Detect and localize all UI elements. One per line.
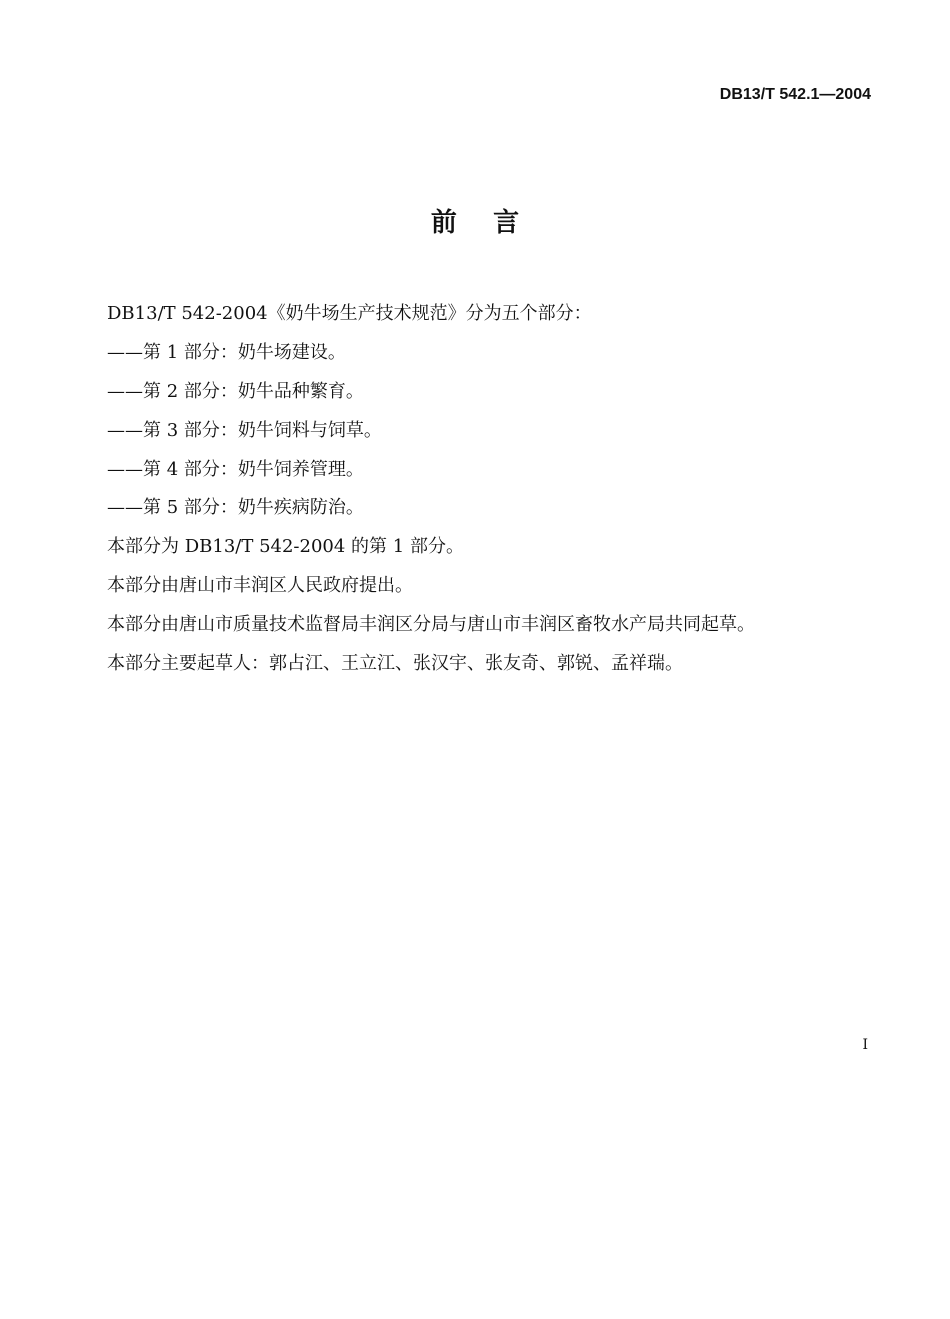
foreword-line-intro: DB13/T 542-2004《奶牛场生产技术规范》分为五个部分： xyxy=(107,303,592,324)
foreword-body xyxy=(107,300,867,689)
foreword-line-this-part: 本部分为 DB13/T 542-2004 的第 1 部分。 xyxy=(107,536,464,558)
foreword-line-part-3: ——第 3 部分：奶牛饲料与饲草。 xyxy=(107,419,382,441)
foreword-line-part-1: ——第 1 部分：奶牛场建设。 xyxy=(107,341,346,363)
foreword-line-part-5: ——第 5 部分：奶牛疾病防治。 xyxy=(107,497,364,519)
foreword-line-part-2: ——第 2 部分：奶牛品种繁育。 xyxy=(107,380,364,402)
foreword-line-drafters: 本部分主要起草人：郭占江、王立江、张汉宇、张友奇、郭锐、孟祥瑞。 xyxy=(107,653,683,675)
document-code: DB13/T 542.1—2004 xyxy=(719,86,871,103)
foreword-line-proposed-by: 本部分由唐山市丰润区人民政府提出。 xyxy=(107,575,413,597)
page-title: 前 言 xyxy=(430,208,520,238)
foreword-line-drafted-by: 本部分由唐山市质量技术监督局丰润区分局与唐山市丰润区畜牧水产局共同起草。 xyxy=(107,614,755,636)
foreword-line-part-4: ——第 4 部分：奶牛饲养管理。 xyxy=(107,458,364,480)
page-number: I xyxy=(862,1037,868,1053)
